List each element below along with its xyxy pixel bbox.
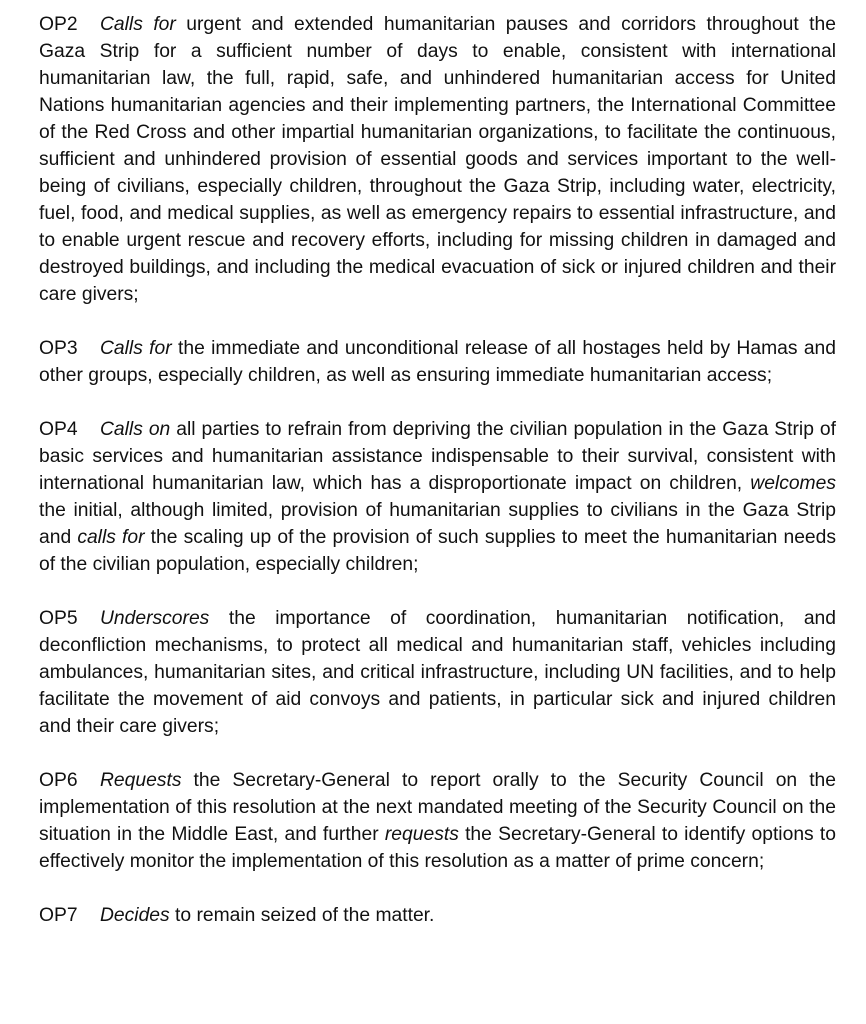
operative-verb: Calls for bbox=[100, 338, 172, 359]
resolution-document bbox=[39, 11, 836, 956]
operative-verb: Calls for bbox=[100, 14, 176, 35]
paragraph-op4 bbox=[39, 416, 836, 578]
operative-verb: welcomes bbox=[750, 473, 836, 494]
paragraph-op5 bbox=[39, 605, 836, 740]
paragraph-label: OP6 bbox=[39, 770, 78, 791]
paragraph-op3 bbox=[39, 335, 836, 389]
paragraph-text: the immediate and unconditional release of all hostages held by Hamas and other groups, especially children, as well as ensuring immediate humanitarian access; bbox=[39, 338, 836, 386]
paragraph-text: to remain seized of the matter. bbox=[169, 905, 435, 926]
paragraph-op2 bbox=[39, 11, 836, 308]
paragraph-label: OP5 bbox=[39, 608, 78, 629]
paragraph-text: urgent and extended humanitarian pauses and corridors throughout the Gaza Strip for a sufficient number of days to enable, consistent with international humanitarian law, the full, rapid, safe, and unhindered humanitarian access for United Nations humanitarian agencies and their implementing partners, the International Committee of the Red Cross and other impartial humanitarian organizations, to facilitate the continuous, sufficient and unhindered provision of essential goods and services important to the well-being of civilians, especially children, throughout the Gaza Strip, including water, electricity, fuel, food, and medical supplies, as well as emergency repairs to essential infrastructure, and to enable urgent rescue and recovery efforts, including for missing children in damaged and destroyed buildings, and including the medical evacuation of sick or injured children and their care givers; bbox=[39, 14, 836, 305]
paragraph-op6 bbox=[39, 767, 836, 875]
paragraph-text: all parties to refrain from depriving the civilian population in the Gaza Strip of basic services and humanitarian assistance indispensable to their survival, consistent with international humanitarian law, which has a disproportionate impact on children, bbox=[39, 419, 836, 494]
paragraph-text: the Secretary-General to identify options to effectively monitor the implementation of this resolution as a matter of prime concern; bbox=[39, 824, 836, 872]
operative-verb: requests bbox=[384, 824, 459, 845]
paragraph-label: OP4 bbox=[39, 419, 78, 440]
operative-verb: Calls on bbox=[100, 419, 171, 440]
operative-verb: Decides bbox=[100, 905, 170, 926]
paragraph-label: OP2 bbox=[39, 14, 78, 35]
paragraph-text: the importance of coordination, humanitarian notification, and deconfliction mechanisms, to protect all medical and humanitarian staff, vehicles including ambulances, humanitarian sites, and critical infrastructure, including UN facilities, and to help facilitate the movement of aid convoys and patients, in particular sick and injured children and their care givers; bbox=[39, 608, 836, 737]
operative-verb: calls for bbox=[77, 527, 145, 548]
paragraph-text: the initial, although limited, provision of humanitarian supplies to civilians in the Gaza Strip and bbox=[39, 500, 836, 548]
paragraph-op7 bbox=[39, 902, 836, 929]
operative-verb: Underscores bbox=[100, 608, 210, 629]
paragraph-text: the Secretary-General to report orally to the Security Council on the implementation of this resolution at the next mandated meeting of the Security Council on the situation in the Middle East, and further bbox=[39, 770, 836, 845]
paragraph-text: the scaling up of the provision of such supplies to meet the humanitarian needs of the civilian population, especially children; bbox=[39, 527, 837, 575]
paragraph-label: OP7 bbox=[39, 905, 78, 926]
paragraph-label: OP3 bbox=[39, 338, 78, 359]
operative-verb: Requests bbox=[100, 770, 182, 791]
